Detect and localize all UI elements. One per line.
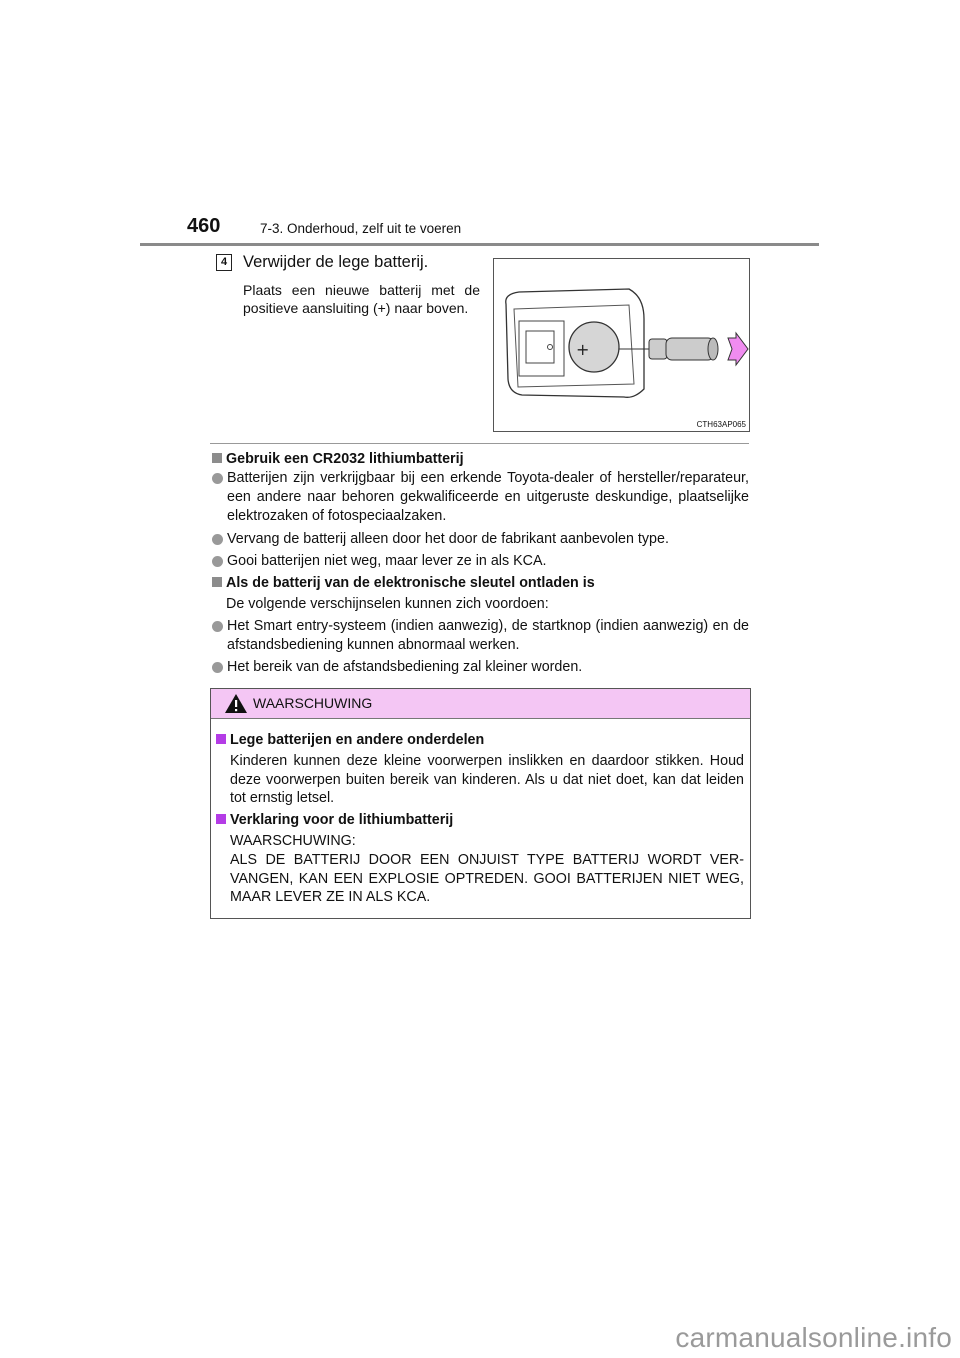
bullet-item: Het bereik van de afstandsbediening zal kleiner worden. [212,658,749,677]
bullet-item: Batterijen zijn verkrijgbaar bij een erkende Toyota-dealer of hersteller/reparateur, een andere naar behoren gekwalificeerde en uitgeruste deskundige, plaatselijke elektrozaken of fotospeciaalzaken. [212,469,749,526]
warning-item-heading: Lege batterijen en andere onderdelen [216,731,750,750]
warning-title: WAARSCHUWING [253,695,373,711]
step-number: 4 [216,254,232,271]
warning-item-label: WAARSCHUWING: [230,832,356,849]
square-bullet-icon [212,577,222,587]
step-title: Verwijder de lege batterij. [243,253,429,271]
watermark: carmanualsonline.info [675,1322,952,1353]
warning-item-text: Kinderen kunnen deze kleine voorwerpen inslikken en daardoor stikken. Houd deze voorwerpen buiten bereik van kinderen. Als u dat niet doet, kan dat leiden tot ernstig letsel. [230,752,744,807]
warning-item-text: ALS DE BATTERIJ DOOR EEN ONJUIST TYPE BATTERIJ WORDT VERVANGEN, KAN EEN EXPLOSIE OPTREDEN. GOOI BATTERIJEN NIET WEG, MAAR LEVER ZE IN ALS KCA. [230,851,744,906]
warning-header [211,689,750,719]
section-heading: Gebruik een CR2032 lithiumbatterij [212,450,749,469]
info-section-1 [212,450,749,677]
divider [210,443,749,444]
section-intro: De volgende verschijnselen kunnen zich voordoen: [226,596,549,612]
bullet-item: Gooi batterijen niet weg, maar lever ze in als KCA. [212,552,749,571]
warning-item-heading: Verklaring voor de lithiumbatterij [216,811,750,830]
key-battery-illustration [493,258,750,432]
plus-sign: + [576,340,590,359]
key-fob-drawing [494,259,749,431]
bullet-item: Het Smart entry-systeem (indien aanwezig), de startknop (indien aanwezig) en de afstandsbediening kunnen abnormaal werken. [212,617,749,655]
square-bullet-icon [216,814,226,824]
figure-code: CTH63AP065 [696,420,746,429]
square-bullet-icon [216,734,226,744]
arrow-right-icon [728,333,748,365]
section-heading: Als de batterij van de elektronische sleutel ontladen is [212,574,749,593]
step-text: Plaats een nieuwe batterij met de positieve aansluiting (+) naar boven. [243,282,480,316]
warning-triangle-icon [225,694,247,713]
warning-box [210,688,751,919]
square-bullet-icon [212,453,222,463]
section-header: 7-3. Onderhoud, zelf uit te voeren [260,221,462,236]
page-number: 460 [187,215,221,237]
bullet-item: Vervang de batterij alleen door het door de fabrikant aanbevolen type. [212,530,749,549]
header-rule [140,243,819,246]
